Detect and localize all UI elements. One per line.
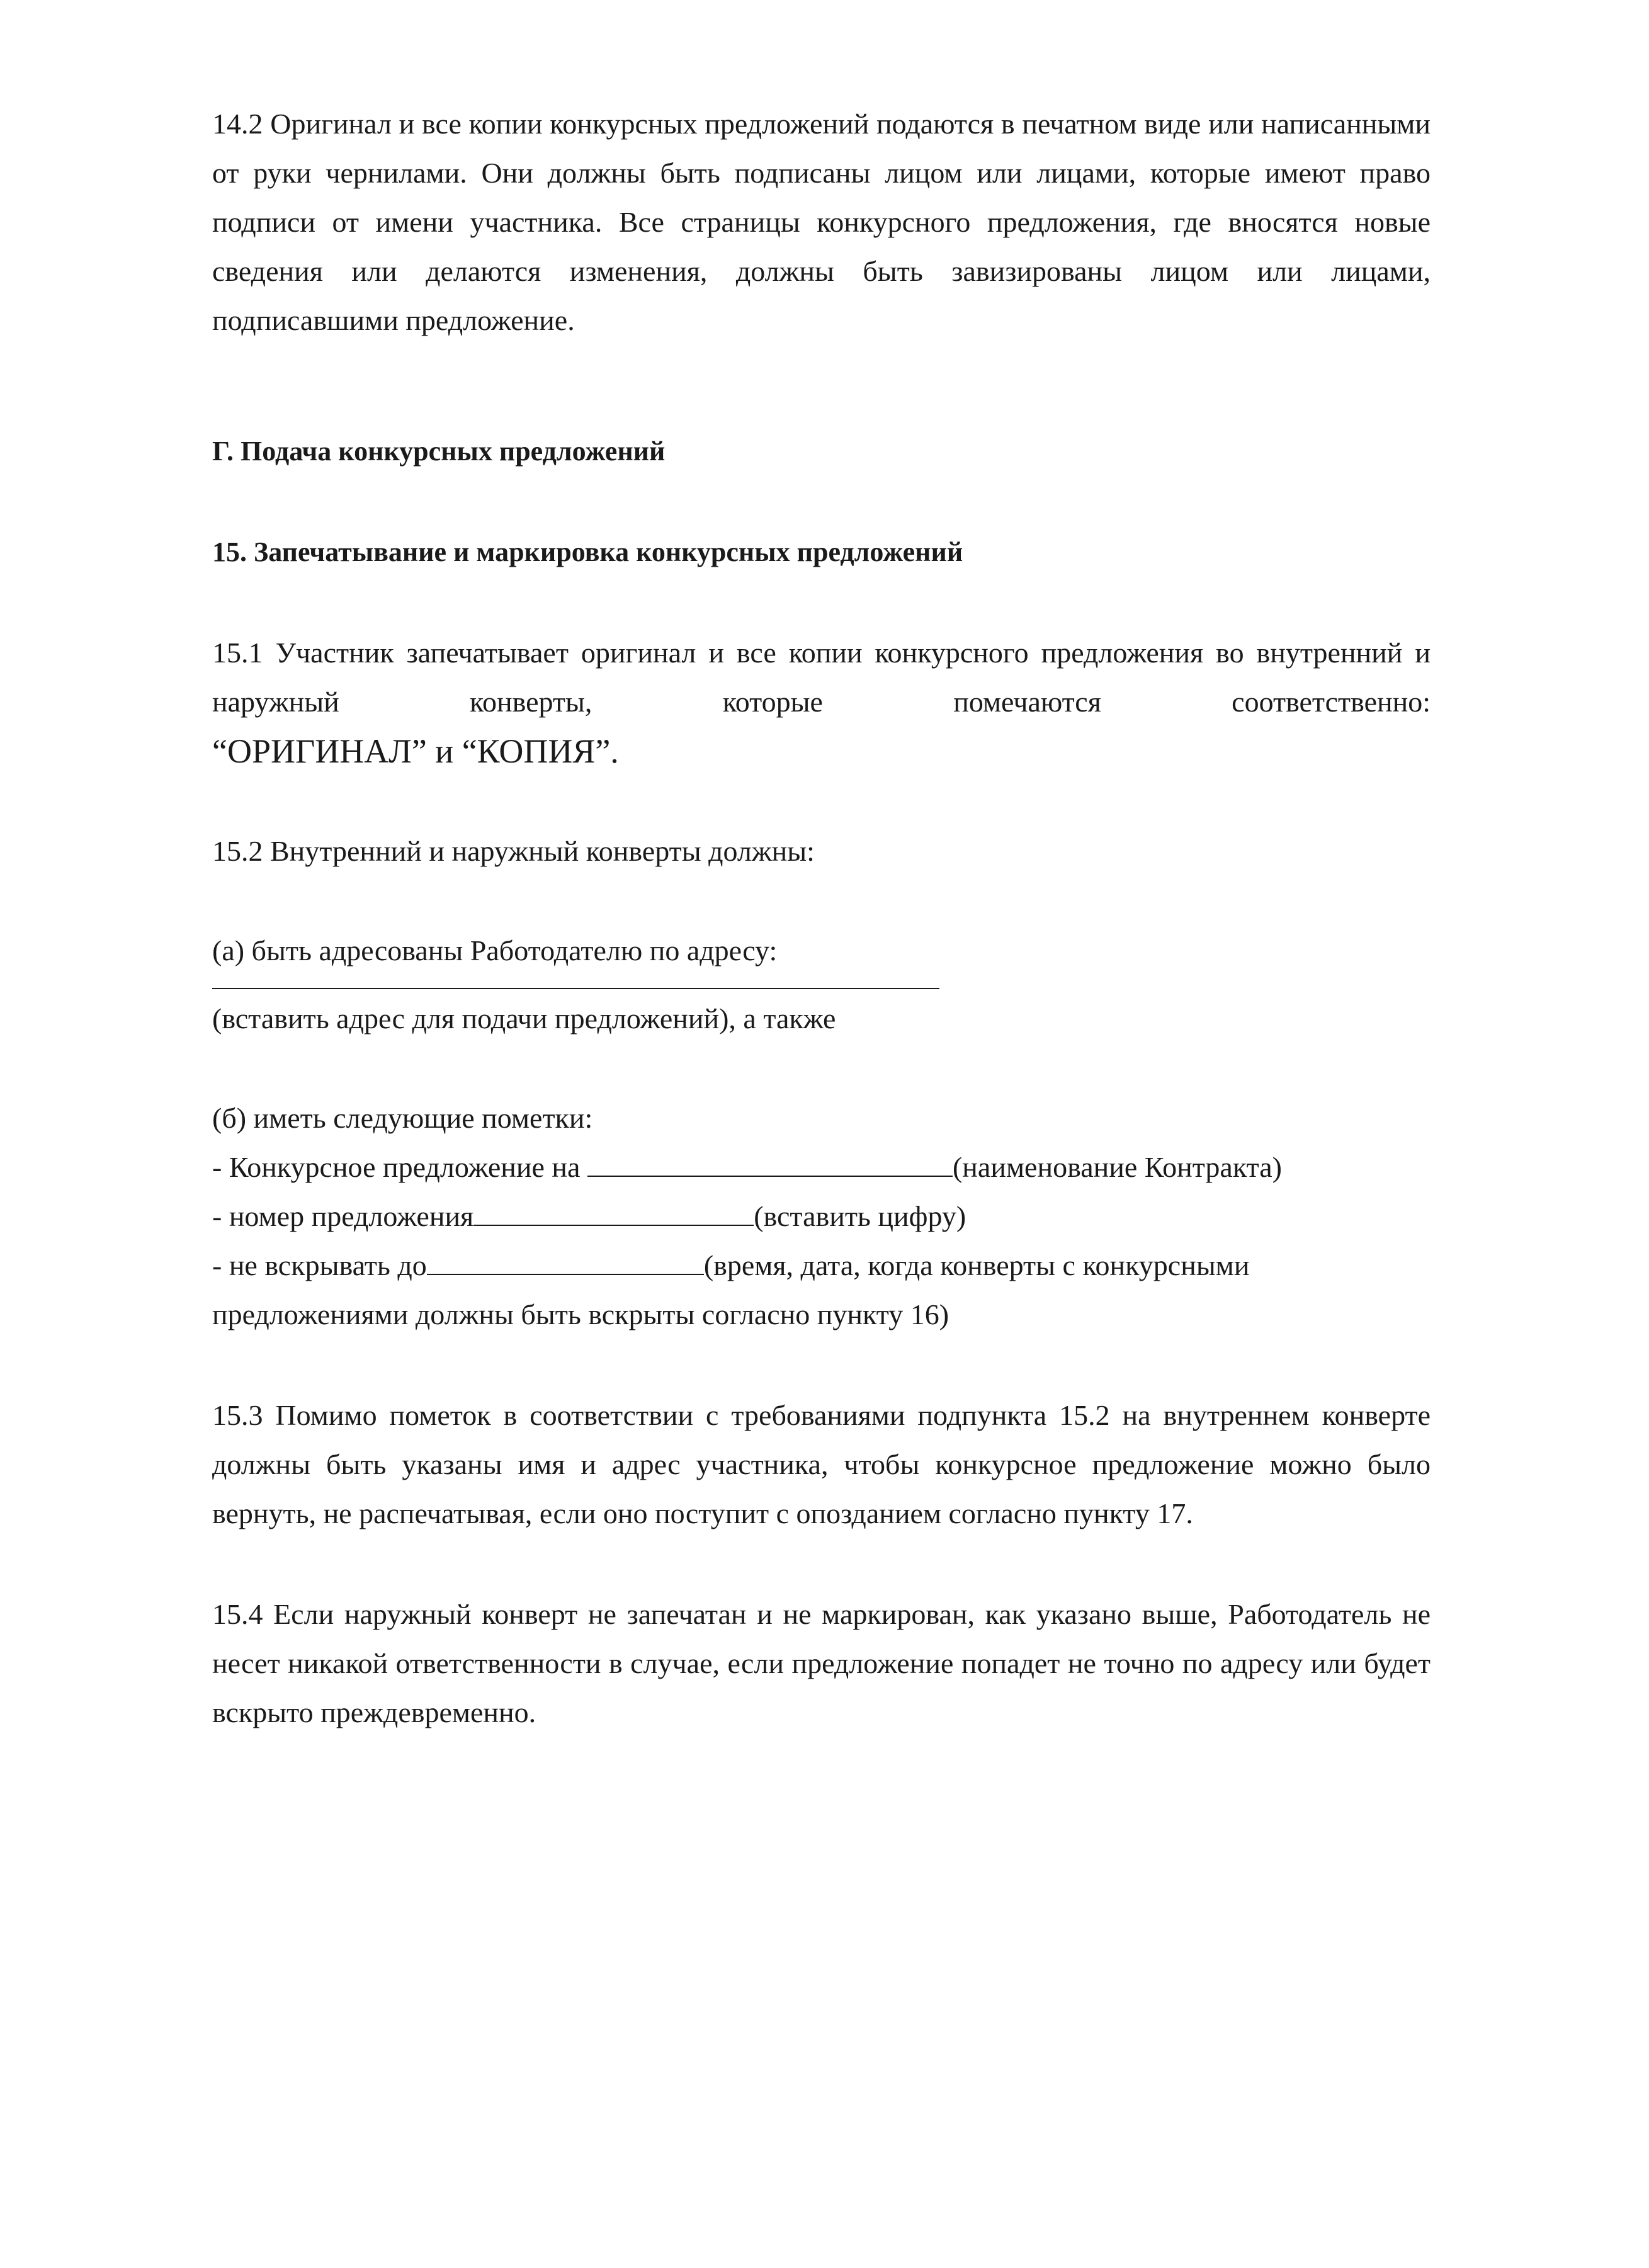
paragraph-15-1-text: 15.1 Участник запечатывает оригинал и все копии конкурсного предложения во внутренний и наружный конверты, которые помечаются соответственно: (212, 637, 1431, 718)
paragraph-15-1-quote (212, 727, 1431, 778)
open-date-blank (427, 1245, 704, 1275)
mark-do-not-open (212, 1241, 1431, 1290)
mark-contract-prefix: - Конкурсное предложение на (212, 1151, 587, 1183)
proposal-number-blank (473, 1196, 754, 1226)
mark-open-prefix: - не вскрывать до (212, 1249, 427, 1281)
section-heading-g: Г. Подача конкурсных предложений (212, 436, 666, 467)
mark-contract-suffix: (наименование Контракта) (952, 1151, 1282, 1183)
document-page (212, 99, 1431, 1737)
mark-number-suffix: (вставить цифру) (754, 1200, 966, 1232)
contract-name-blank (587, 1147, 953, 1177)
paragraph-15-2: 15.2 Внутренний и наружный конверты должны: (212, 835, 815, 867)
paragraph-15-4: 15.4 Если наружный конверт не запечатан и не маркирован, как указано выше, Работодатель не несет никакой ответственности в случае, если предложение попадет не точно по адресу или будет вскрыто преждевременно. (212, 1598, 1431, 1728)
address-blank-line (212, 988, 939, 989)
item-b: (б) иметь следующие пометки: (212, 1102, 593, 1134)
paragraph-14-2: 14.2 Оригинал и все копии конкурсных предложений подаются в печатном виде или написанными от руки чернилами. Они должны быть подписаны лицом или лицами, которые имеют право подписи от имени участника. Все страницы конкурсного предложения, где вносятся новые сведения или делаются изменения, должны быть завизированы лицом или лицами, подписавшими предложение. (212, 108, 1431, 336)
mark-do-not-open-cont: предложениями должны быть вскрыты согласно пункту 16) (212, 1298, 949, 1330)
original-copy-labels: “ОРИГИНАЛ” и “КОПИЯ”. (212, 732, 619, 770)
mark-proposal-number (212, 1192, 1431, 1241)
mark-open-suffix: (время, дата, когда конверты с конкурсными (703, 1249, 1250, 1281)
mark-number-prefix: - номер предложения (212, 1200, 474, 1232)
paragraph-15-1 (212, 628, 1431, 778)
address-hint: (вставить адрес для подачи предложений), а также (212, 1002, 836, 1035)
item-a: (а) быть адресованы Работодателю по адресу: (212, 934, 778, 967)
mark-contract-name (212, 1143, 1431, 1192)
section-heading-15: 15. Запечатывание и маркировка конкурсных предложений (212, 536, 963, 567)
paragraph-15-3: 15.3 Помимо пометок в соответствии с требованиями подпункта 15.2 на внутреннем конверте должны быть указаны имя и адрес участника, чтобы конкурсное предложение можно было вернуть, не распечатывая, если оно поступит с опозданием согласно пункту 17. (212, 1399, 1431, 1529)
